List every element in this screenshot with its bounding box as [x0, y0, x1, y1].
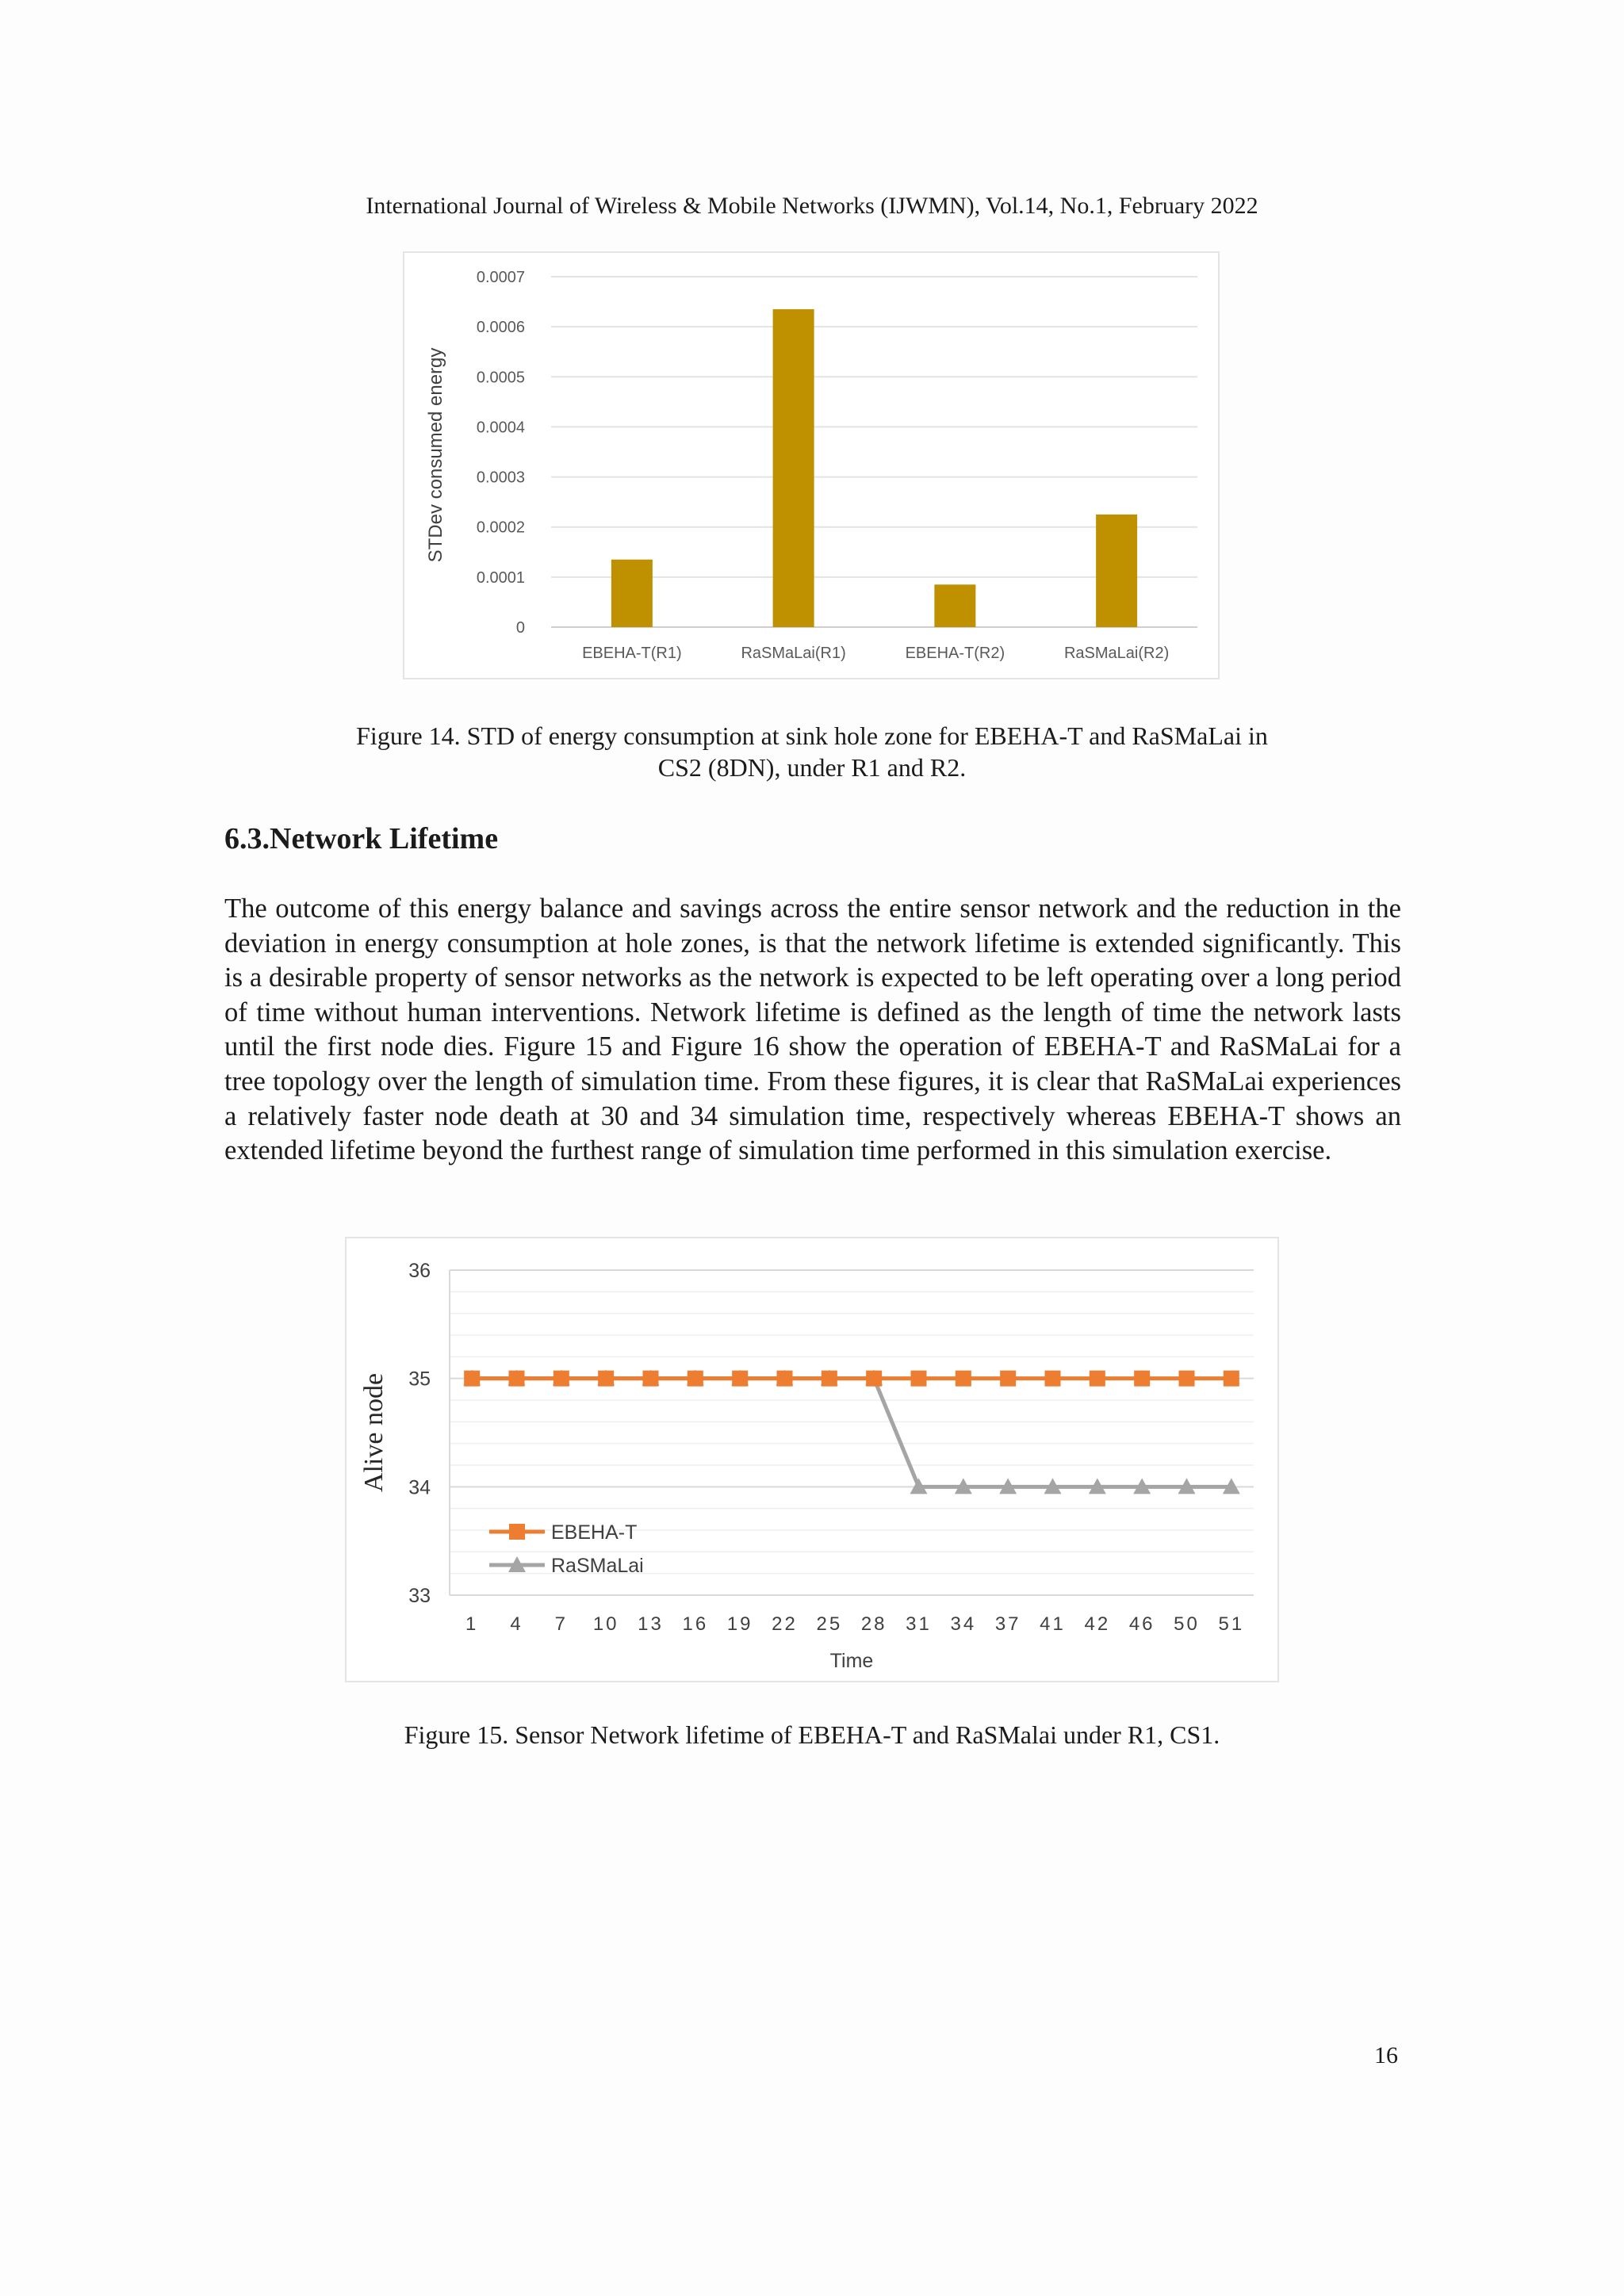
y-tick-label: 0.0002	[476, 519, 525, 537]
y-tick-label: 0.0005	[476, 369, 525, 387]
figure-14-caption-line-1: Figure 14. STD of energy consumption at sink hole zone for EBEHA-T and RaSMaLai in	[356, 721, 1268, 750]
x-tick-label: 51	[1218, 1613, 1245, 1635]
x-tick-label: EBEHA-T(R2)	[905, 645, 1005, 662]
y-tick-label: 0.0004	[476, 419, 525, 437]
x-tick-label: RaSMaLai(R1)	[741, 645, 846, 662]
y-axis-label: Alive node	[359, 1372, 389, 1493]
x-tick-label: RaSMaLai(R2)	[1063, 645, 1170, 662]
y-tick-label: 0.0001	[476, 568, 525, 587]
page-number: 16	[1374, 2042, 1398, 2068]
x-tick-label: 1	[465, 1613, 479, 1635]
x-tick-label: EBEHA-T(R1)	[582, 645, 682, 662]
point-ebeha-t	[1045, 1371, 1061, 1387]
bar-chart-svg	[404, 253, 1218, 678]
y-tick-label: 0.0006	[476, 319, 525, 337]
x-tick-label: 25	[816, 1613, 843, 1635]
point-ebeha-t	[553, 1371, 569, 1387]
point-ebeha-t	[1000, 1371, 1016, 1387]
point-ebeha-t	[822, 1371, 837, 1387]
x-tick-label: 28	[860, 1613, 887, 1635]
journal-header: International Journal of Wireless & Mobile Networks (IJWMN), Vol.14, No.1, February 2022	[366, 193, 1258, 219]
point-ebeha-t	[911, 1371, 927, 1387]
y-tick-label: 34	[408, 1476, 431, 1499]
section-heading: 6.3.Network Lifetime	[224, 822, 499, 855]
bar	[1096, 515, 1137, 627]
x-tick-label: 19	[726, 1613, 753, 1635]
point-ebeha-t	[1179, 1371, 1195, 1387]
bar	[611, 560, 653, 627]
point-ebeha-t	[777, 1371, 793, 1387]
bar	[773, 309, 814, 627]
point-ebeha-t	[509, 1371, 525, 1387]
figure-14-chart	[403, 251, 1220, 679]
series-line-rasmalai	[472, 1379, 1231, 1487]
line-chart-svg	[347, 1238, 1277, 1681]
legend-label: EBEHA-T	[551, 1521, 638, 1544]
point-ebeha-t	[866, 1371, 882, 1387]
point-ebeha-t	[643, 1371, 659, 1387]
y-tick-label: 35	[408, 1368, 431, 1391]
point-ebeha-t	[1090, 1371, 1105, 1387]
x-tick-label: 50	[1174, 1613, 1200, 1635]
y-tick-label: 0.0007	[476, 269, 525, 286]
y-tick-label: 36	[408, 1260, 431, 1282]
point-ebeha-t	[732, 1371, 748, 1387]
x-tick-label: 34	[950, 1613, 977, 1635]
bar	[934, 584, 975, 627]
legend-label: RaSMaLai	[551, 1555, 644, 1577]
x-tick-label: 42	[1084, 1613, 1111, 1635]
x-tick-label: 16	[682, 1613, 709, 1635]
x-tick-label: 37	[994, 1613, 1021, 1635]
body-paragraph: The outcome of this energy balance and savings across the entire sensor network and the reduction in the deviation in energy consumption at hole zones, is that the network lifetime is extended significantly. This is a desirable property of sensor networks as the network is expected to be left operating over a long period of time without human interventions. Network lifetime is defined as the length of time the network lasts until the first node dies. Figure 15 and Figure 16 show the operation of EBEHA-T and RaSMaLai for a tree topology over the length of simulation time. From these figures, it is clear that RaSMaLai experiences a relatively faster node death at 30 and 34 simulation time, respectively whereas EBEHA-T shows an extended lifetime beyond the furthest range of simulation time performed in this simulation exercise.	[224, 894, 1401, 1166]
x-tick-label: 31	[906, 1613, 932, 1635]
point-ebeha-t	[1134, 1371, 1150, 1387]
y-tick-label: 0	[515, 619, 525, 637]
point-ebeha-t	[688, 1371, 703, 1387]
x-tick-label: 4	[510, 1613, 523, 1635]
y-tick-label: 33	[408, 1585, 431, 1607]
x-tick-label: 41	[1040, 1613, 1066, 1635]
x-tick-label: 46	[1128, 1613, 1155, 1635]
figure-14-caption-line-2: CS2 (8DN), under R1 and R2.	[657, 753, 967, 782]
x-tick-label: 22	[772, 1613, 798, 1635]
figure-15-caption: Figure 15. Sensor Network lifetime of EBEHA-T and RaSMalai under R1, CS1.	[404, 1720, 1220, 1749]
x-tick-label: 13	[638, 1613, 664, 1635]
point-ebeha-t	[598, 1371, 614, 1387]
point-ebeha-t	[464, 1371, 480, 1387]
y-tick-label: 0.0003	[476, 469, 525, 487]
x-tick-label: 10	[592, 1613, 619, 1635]
point-ebeha-t	[956, 1371, 971, 1387]
x-axis-label: Time	[829, 1650, 874, 1672]
y-axis-label: STDev consumed energy	[425, 347, 446, 563]
legend-marker-ebeha-t	[509, 1524, 525, 1540]
point-ebeha-t	[1224, 1371, 1239, 1387]
x-tick-label: 7	[554, 1613, 569, 1635]
figure-15-chart	[345, 1237, 1279, 1682]
